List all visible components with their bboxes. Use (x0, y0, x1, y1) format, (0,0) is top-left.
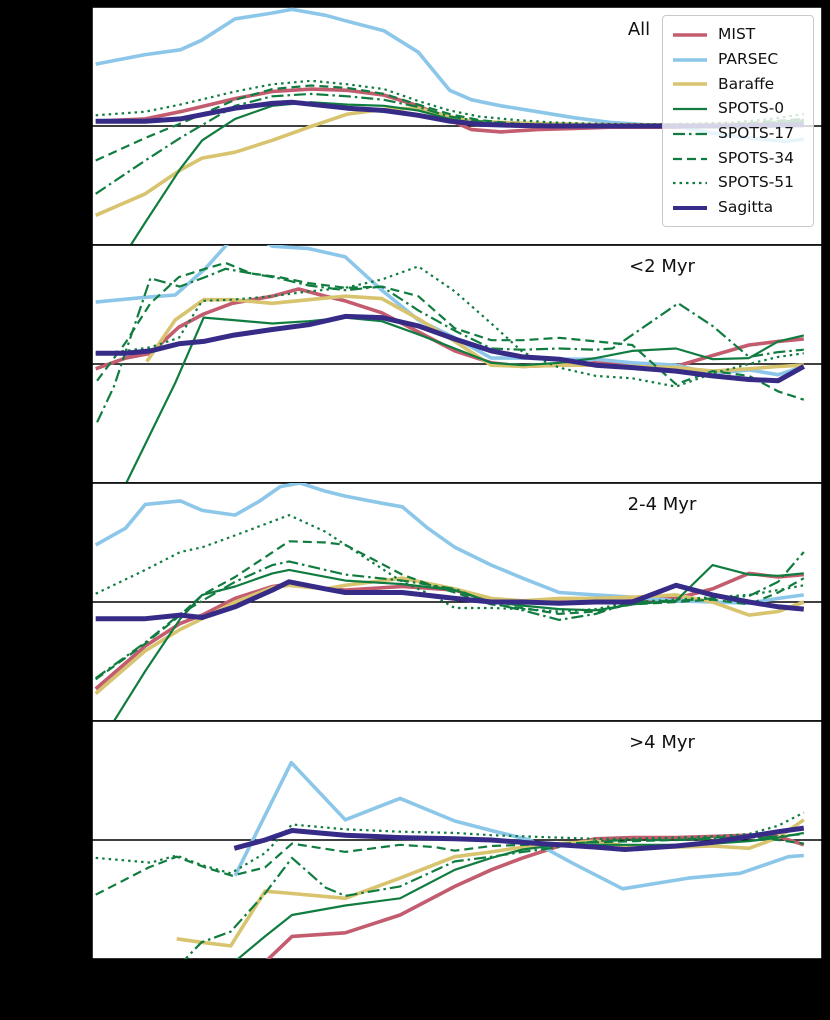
legend-item-spots-51 (671, 171, 805, 195)
legend-item-spots-17 (671, 122, 805, 146)
legend-item-sagitta (671, 196, 805, 220)
legend-label: SPOTS-51 (718, 173, 795, 192)
legend-label: Baraffe (718, 74, 775, 93)
legend-label: SPOTS-34 (718, 148, 795, 167)
legend-label: Sagitta (718, 198, 774, 217)
legend-label: SPOTS-17 (718, 124, 795, 143)
legend-item-mist (671, 23, 805, 47)
panel-title: >4 Myr (629, 732, 695, 753)
panel-title: 2-4 Myr (627, 494, 697, 515)
panel-title: All (627, 19, 651, 40)
legend-item-spots-34 (671, 147, 805, 171)
panel-lt2myr (92, 233, 822, 489)
legend-label: MIST (718, 25, 756, 44)
legend-label: SPOTS-0 (718, 99, 785, 118)
legend-item-parsec (671, 48, 805, 72)
panel-gt4myr (92, 721, 822, 965)
legend-item-spots-0 (671, 97, 805, 121)
legend-label: PARSEC (718, 49, 779, 68)
legend-item-baraffe (671, 72, 805, 96)
legend (662, 15, 814, 227)
panel-title: <2 Myr (629, 256, 695, 277)
panel-2to4myr (92, 483, 822, 727)
